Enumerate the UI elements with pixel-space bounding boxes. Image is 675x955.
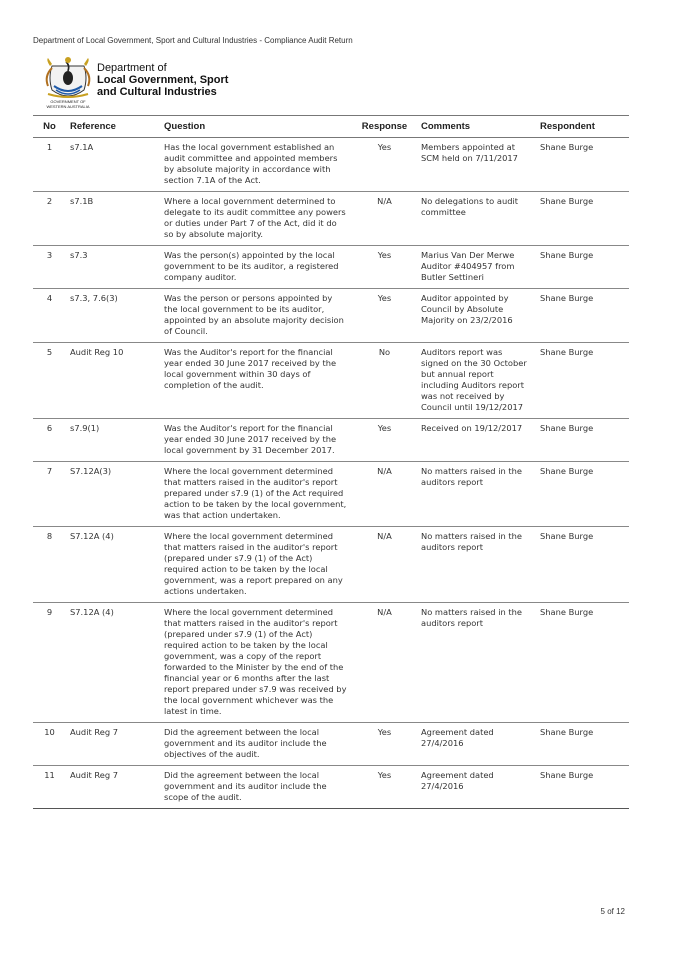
- page-number: 5 of 12: [600, 907, 625, 916]
- cell-response: Yes: [352, 723, 417, 766]
- col-header-comments: Comments: [417, 116, 536, 138]
- table-row: [33, 462, 629, 527]
- col-header-question: Question: [160, 116, 352, 138]
- cell-question: Did the agreement between the local government and its auditor include the objectives of the audit.: [160, 723, 352, 766]
- cell-question: Was the person(s) appointed by the local government to be its auditor, a registered company auditor.: [160, 246, 352, 289]
- running-header: Department of Local Government, Sport and Cultural Industries - Compliance Audit Return: [33, 36, 353, 45]
- dept-line2: Local Government, Sport: [97, 74, 229, 86]
- cell-response: Yes: [352, 246, 417, 289]
- cell-comments: No matters raised in the auditors report: [417, 603, 536, 723]
- cell-reference: s7.3: [66, 246, 160, 289]
- table-row: [33, 289, 629, 343]
- cell-question: Was the Auditor's report for the financial year ended 30 June 2017 received by the local government by 31 December 2017.: [160, 419, 352, 462]
- cell-response: N/A: [352, 192, 417, 246]
- cell-comments: No matters raised in the auditors report: [417, 527, 536, 603]
- cell-respondent: Shane Burge: [536, 723, 629, 766]
- table-row: [33, 766, 629, 809]
- table-row: [33, 192, 629, 246]
- cell-no: 3: [33, 246, 66, 289]
- cell-reference: Audit Reg 10: [66, 343, 160, 419]
- cell-respondent: Shane Burge: [536, 246, 629, 289]
- cell-comments: Agreement dated 27/4/2016: [417, 723, 536, 766]
- cell-comments: No matters raised in the auditors report: [417, 462, 536, 527]
- cell-comments: Auditors report was signed on the 30 October but annual report including Auditors report was not received by Council until 19/12/2017: [417, 343, 536, 419]
- cell-question: Was the Auditor's report for the financial year ended 30 June 2017 received by the local government within 30 days of completion of the audit.: [160, 343, 352, 419]
- cell-no: 4: [33, 289, 66, 343]
- cell-no: 2: [33, 192, 66, 246]
- cell-no: 11: [33, 766, 66, 809]
- cell-reference: S7.12A(3): [66, 462, 160, 527]
- col-header-no: No: [33, 116, 66, 138]
- table-row: [33, 603, 629, 723]
- cell-question: Where the local government determined that matters raised in the auditor's report (prepared under s7.9 (1) of the Act) required action to be taken by the local government, was a report prepared on any actions undertaken.: [160, 527, 352, 603]
- table-row: [33, 419, 629, 462]
- cell-question: Where the local government determined that matters raised in the auditor's report prepared under s7.9 (1) of the Act required action to be taken by the local government, was that action undertaken.: [160, 462, 352, 527]
- crest-caption-line1: GOVERNMENT OF: [50, 99, 86, 104]
- cell-no: 8: [33, 527, 66, 603]
- dept-line3: and Cultural Industries: [97, 86, 217, 98]
- cell-response: N/A: [352, 527, 417, 603]
- cell-reference: Audit Reg 7: [66, 723, 160, 766]
- cell-comments: Marius Van Der Merwe Auditor #404957 from Butler Settineri: [417, 246, 536, 289]
- cell-respondent: Shane Burge: [536, 603, 629, 723]
- department-name: [97, 62, 228, 98]
- col-header-reference: Reference: [66, 116, 160, 138]
- cell-reference: s7.1A: [66, 138, 160, 192]
- cell-reference: Audit Reg 7: [66, 766, 160, 809]
- cell-respondent: Shane Burge: [536, 527, 629, 603]
- col-header-respondent: Respondent: [536, 116, 629, 138]
- cell-respondent: Shane Burge: [536, 192, 629, 246]
- cell-comments: Auditor appointed by Council by Absolute Majority on 23/2/2016: [417, 289, 536, 343]
- cell-reference: S7.12A (4): [66, 527, 160, 603]
- compliance-audit-table: [33, 115, 629, 809]
- table-row: [33, 138, 629, 192]
- cell-respondent: Shane Burge: [536, 419, 629, 462]
- cell-no: 7: [33, 462, 66, 527]
- cell-response: Yes: [352, 419, 417, 462]
- col-header-response: Response: [352, 116, 417, 138]
- cell-response: Yes: [352, 766, 417, 809]
- cell-no: 5: [33, 343, 66, 419]
- crest-caption: [38, 99, 98, 109]
- cell-respondent: Shane Burge: [536, 462, 629, 527]
- cell-response: N/A: [352, 462, 417, 527]
- table-row: [33, 723, 629, 766]
- cell-question: Where the local government determined that matters raised in the auditor's report (prepared under s7.9 (1) of the Act) required action to be taken by the local government, was a copy of the report forwarded to the Minister by the end of the financial year or 6 months after the last report prepared under s7.9 was received by the local government whichever was the latest in time.: [160, 603, 352, 723]
- cell-reference: s7.3, 7.6(3): [66, 289, 160, 343]
- table-row: [33, 246, 629, 289]
- cell-no: 1: [33, 138, 66, 192]
- cell-response: N/A: [352, 603, 417, 723]
- cell-no: 9: [33, 603, 66, 723]
- cell-respondent: Shane Burge: [536, 766, 629, 809]
- cell-reference: S7.12A (4): [66, 603, 160, 723]
- cell-question: Has the local government established an audit committee and appointed members by absolute majority in accordance with section 7.1A of the Act.: [160, 138, 352, 192]
- cell-respondent: Shane Burge: [536, 289, 629, 343]
- crest-caption-line2: WESTERN AUSTRALIA: [46, 104, 90, 109]
- cell-comments: Received on 19/12/2017: [417, 419, 536, 462]
- cell-no: 6: [33, 419, 66, 462]
- dept-line1: Department of: [97, 62, 167, 74]
- cell-comments: Agreement dated 27/4/2016: [417, 766, 536, 809]
- cell-question: Did the agreement between the local government and its auditor include the scope of the audit.: [160, 766, 352, 809]
- cell-response: Yes: [352, 138, 417, 192]
- table-row: [33, 343, 629, 419]
- cell-respondent: Shane Burge: [536, 138, 629, 192]
- cell-comments: Members appointed at SCM held on 7/11/2017: [417, 138, 536, 192]
- cell-response: No: [352, 343, 417, 419]
- cell-response: Yes: [352, 289, 417, 343]
- table-row: [33, 527, 629, 603]
- cell-reference: s7.9(1): [66, 419, 160, 462]
- cell-comments: No delegations to audit committee: [417, 192, 536, 246]
- cell-question: Was the person or persons appointed by the local government to be its auditor, appointed by an absolute majority decision of Council.: [160, 289, 352, 343]
- table-header-row: [33, 116, 629, 138]
- cell-respondent: Shane Burge: [536, 343, 629, 419]
- cell-no: 10: [33, 723, 66, 766]
- cell-question: Where a local government determined to delegate to its audit committee any powers or duties under Part 7 of the Act, did it do so by absolute majority.: [160, 192, 352, 246]
- cell-reference: s7.1B: [66, 192, 160, 246]
